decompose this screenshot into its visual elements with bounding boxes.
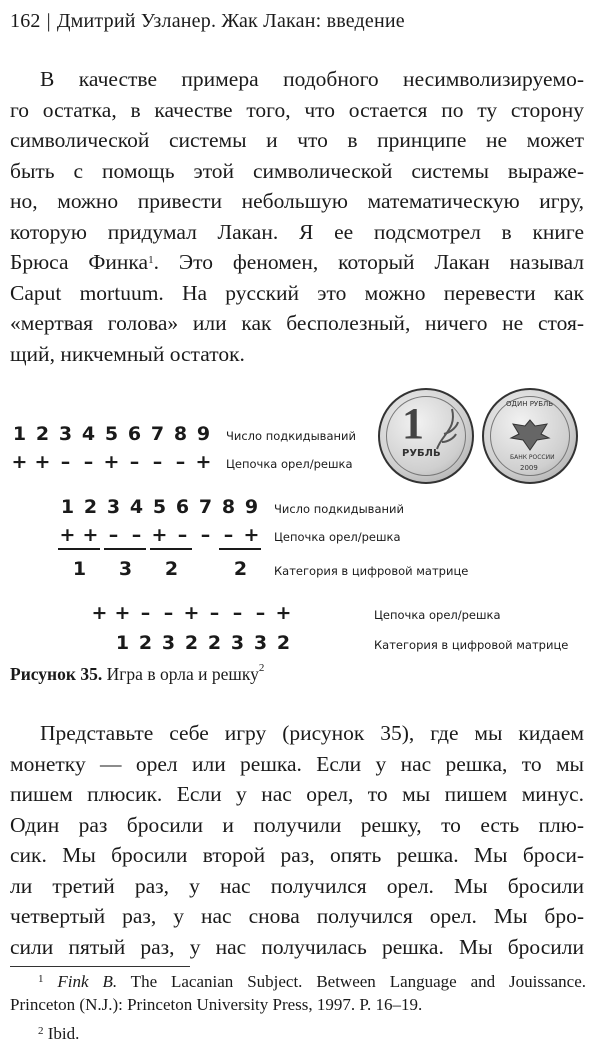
- text-line: символической системы и что в принципе не может: [10, 128, 584, 152]
- caption-text: Игра в орла и решку: [102, 664, 259, 684]
- text-line: монетку — орел или решка. Если у нас решка, то мы: [10, 751, 584, 776]
- running-head: [10, 10, 405, 33]
- sign: +: [183, 602, 200, 624]
- category-digit: 3: [253, 632, 268, 654]
- text-line: сик. Мы бросили второй раз, опять решка. Мы броси-: [10, 843, 584, 867]
- text-line: Caput mortuum. На русский это можно перевести как: [10, 280, 584, 305]
- heads-tails-row: [88, 602, 295, 624]
- footnote-ref: 2: [258, 662, 265, 674]
- category-digit: 3: [230, 632, 245, 654]
- sign: +: [59, 524, 76, 546]
- footnote-divider: [10, 966, 190, 967]
- sign: +: [114, 602, 131, 624]
- sign: –: [255, 602, 266, 624]
- digit: 8: [173, 423, 188, 445]
- digit: 5: [104, 423, 119, 445]
- category-digit: 3: [161, 632, 176, 654]
- sign: +: [195, 451, 212, 473]
- leaf-ornament-icon: [432, 404, 462, 454]
- sign: –: [131, 524, 142, 546]
- digit: 4: [129, 496, 144, 518]
- sign: –: [177, 524, 188, 546]
- sign: +: [11, 451, 28, 473]
- category-digit: 2: [164, 558, 179, 580]
- sign: –: [175, 451, 186, 473]
- coin-back-bottom-text: БАНК РОССИИ: [510, 454, 555, 461]
- paragraph-1: [10, 64, 584, 369]
- row-label: Цепочка орел/решка: [374, 608, 501, 622]
- footnote-ref: 1: [148, 254, 154, 266]
- toss-number-row: [56, 496, 263, 518]
- sign: –: [83, 451, 94, 473]
- group-underline: [104, 548, 146, 550]
- category-digit: 2: [233, 558, 248, 580]
- text-line: щий, никчемный остаток.: [10, 341, 245, 366]
- footnote-line: $^1$ Fink B. The Lacanian Subject. Between Language and Jouissance.: [38, 972, 587, 991]
- sign: +: [151, 524, 168, 546]
- text-line: Брюса Финка$^1$. Это феномен, который Лакан называл: [10, 250, 584, 274]
- category-digit: 1: [115, 632, 130, 654]
- sign: –: [223, 524, 234, 546]
- row-label: Цепочка орел/решка: [226, 457, 353, 471]
- heads-tails-row: [8, 451, 215, 473]
- category-row: [111, 632, 295, 654]
- coin-back-year: 2009: [520, 464, 538, 472]
- group-underline: [219, 548, 261, 550]
- footnote-number: 2: [38, 1025, 44, 1037]
- row-label: Число подкидываний: [274, 502, 404, 516]
- footnote-2: [10, 1022, 586, 1045]
- sign: –: [152, 451, 163, 473]
- category-digit: 2: [184, 632, 199, 654]
- sign: –: [129, 451, 140, 473]
- digit: 7: [198, 496, 213, 518]
- sign: +: [275, 602, 292, 624]
- category-digit: 2: [276, 632, 291, 654]
- sign: –: [232, 602, 243, 624]
- text-line: «мертвая голова» или как бесполезный, ничего не стоя-: [10, 311, 584, 335]
- digit: 5: [152, 496, 167, 518]
- text-line: но, можно привести небольшую математическую игру,: [10, 189, 584, 213]
- sign: +: [243, 524, 260, 546]
- sign: +: [91, 602, 108, 624]
- coin-back-image: [482, 388, 578, 484]
- running-title: Дмитрий Узланер. Жак Лакан: введение: [56, 10, 405, 32]
- digit: 2: [35, 423, 50, 445]
- digit: 1: [12, 423, 27, 445]
- sign: +: [82, 524, 99, 546]
- digit: 3: [106, 496, 121, 518]
- header-separator: |: [46, 10, 51, 32]
- group-underline: [150, 548, 192, 550]
- digit: 6: [175, 496, 190, 518]
- toss-number-row: [8, 423, 215, 445]
- sign: –: [140, 602, 151, 624]
- text-line: которую придумал Лакан. Я ее подсмотрел в книге: [10, 219, 584, 244]
- sign: –: [60, 451, 71, 473]
- heads-tails-row: [56, 524, 263, 546]
- digit: 2: [83, 496, 98, 518]
- figure-caption: [10, 664, 264, 685]
- category-digit: 2: [207, 632, 222, 654]
- row-label: Цепочка орел/решка: [274, 530, 401, 544]
- digit: 8: [221, 496, 236, 518]
- sign: –: [163, 602, 174, 624]
- digit: 9: [244, 496, 259, 518]
- digit: 9: [196, 423, 211, 445]
- coin-back-top-text: ОДИН РУБЛЬ: [506, 400, 554, 408]
- category-digit: 1: [72, 558, 87, 580]
- coin-front-text: РУБЛЬ: [402, 448, 441, 459]
- footnote-line: Princeton (N.J.): Princeton University Press, 1997. P. 16–19.: [10, 995, 423, 1014]
- sign: +: [34, 451, 51, 473]
- row-label: Категория в цифровой матрице: [374, 638, 569, 652]
- category-digit: 2: [138, 632, 153, 654]
- coin-front-image: [378, 388, 474, 484]
- digit: 3: [58, 423, 73, 445]
- digit: 6: [127, 423, 142, 445]
- page-number: 162: [10, 10, 41, 32]
- row-label: Категория в цифровой матрице: [274, 564, 469, 578]
- footnote-line: $^2$ Ibid.: [38, 1024, 80, 1043]
- text-line: ли третий раз, у нас получился орел. Мы бросили: [10, 873, 584, 898]
- text-line: четвертый раз, у нас снова получился орел. Мы бро-: [10, 904, 584, 928]
- footnote-1: [10, 970, 586, 1016]
- text-line: Один раз бросили и получили решку, то есть плю-: [10, 812, 584, 837]
- digit: 4: [81, 423, 96, 445]
- sign: –: [209, 602, 220, 624]
- footnote-number: 1: [38, 973, 44, 985]
- eagle-emblem-icon: [505, 414, 555, 454]
- digit: 1: [60, 496, 75, 518]
- group-underline: [58, 548, 100, 550]
- figure-35: [0, 380, 596, 660]
- coin-front-value: 1: [402, 399, 424, 448]
- text-line: В качестве примера подобного несимволизируемо-: [40, 67, 584, 91]
- category-digit: 3: [118, 558, 133, 580]
- paragraph-2: [10, 718, 584, 962]
- text-line: Представьте себе игру (рисунок 35), где мы кидаем: [40, 721, 584, 745]
- sign: –: [200, 524, 211, 546]
- text-line: пишем плюсик. Если у нас орел, то мы пишем минус.: [10, 782, 584, 806]
- sign: +: [103, 451, 120, 473]
- sign: –: [108, 524, 119, 546]
- row-label: Число подкидываний: [226, 429, 356, 443]
- digit: 7: [150, 423, 165, 445]
- text-line: быть с помощь этой символической системы выраже-: [10, 158, 584, 183]
- text-line: го остатка, в качестве того, что остается по ту сторону: [10, 97, 584, 122]
- caption-label: Рисунок 35.: [10, 664, 103, 684]
- category-row: [0, 558, 270, 582]
- text-line: сили пятый раз, у нас получилась решка. Мы бросили: [10, 934, 584, 959]
